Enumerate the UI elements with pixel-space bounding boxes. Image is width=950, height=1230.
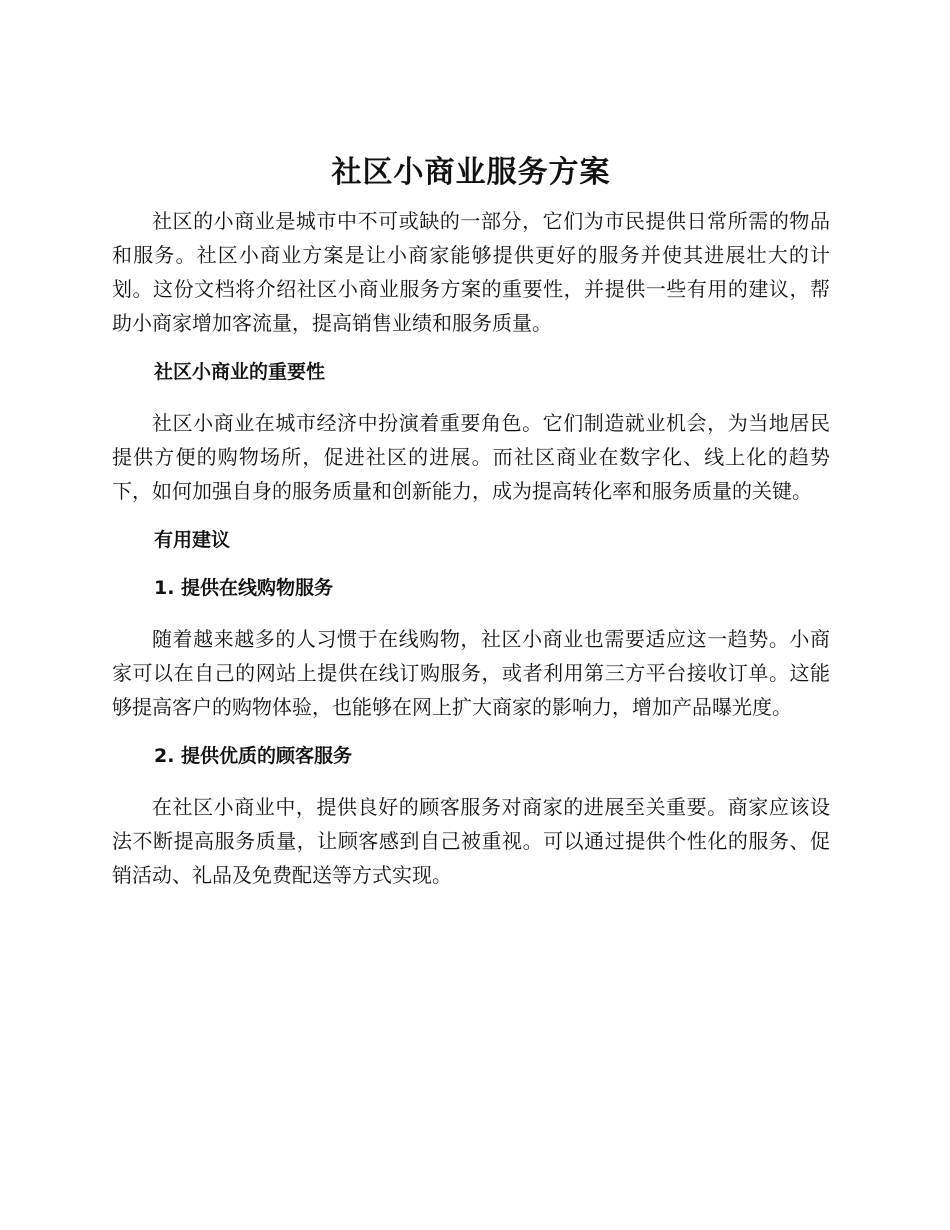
online-shopping-paragraph: 随着越来越多的人习惯于在线购物，社区小商业也需要适应这一趋势。小商家可以在自己的网站上提供在线订购服务，或者利用第三方平台接收订单。这能够提高客户的购物体验，也能够在网上扩大商家的影响力，增加产品曝光度。 — [112, 627, 830, 719]
intro-paragraph: 社区的小商业是城市中不可或缺的一部分，它们为市民提供日常所需的物品和服务。社区小商业方案是让小商家能够提供更好的服务并使其进展壮大的计划。这份文档将介绍社区小商业服务方案的重要性，并提供一些有用的建议，帮助小商家增加客流量，提高销售业绩和服务质量。 — [112, 209, 830, 335]
customer-service-paragraph: 在社区小商业中，提供良好的顾客服务对商家的进展至关重要。商家应该设法不断提高服务质量，让顾客感到自己被重视。可以通过提供个性化的服务、促销活动、礼品及免费配送等方式实现。 — [112, 795, 830, 887]
heading-suggestions: 有用建议 — [154, 529, 231, 551]
heading-customer-service: 2. 提供优质的顾客服务 — [154, 745, 353, 767]
document-title: 社区小商业服务方案 — [331, 155, 611, 190]
importance-paragraph: 社区小商业在城市经济中扮演着重要角色。它们制造就业机会，为当地居民提供方便的购物场所，促进社区的进展。而社区商业在数字化、线上化的趋势下，如何加强自身的服务质量和创新能力，成为提高转化率和服务质量的关键。 — [112, 411, 830, 503]
heading-online-shopping: 1. 提供在线购物服务 — [154, 577, 334, 599]
heading-importance: 社区小商业的重要性 — [154, 361, 326, 383]
